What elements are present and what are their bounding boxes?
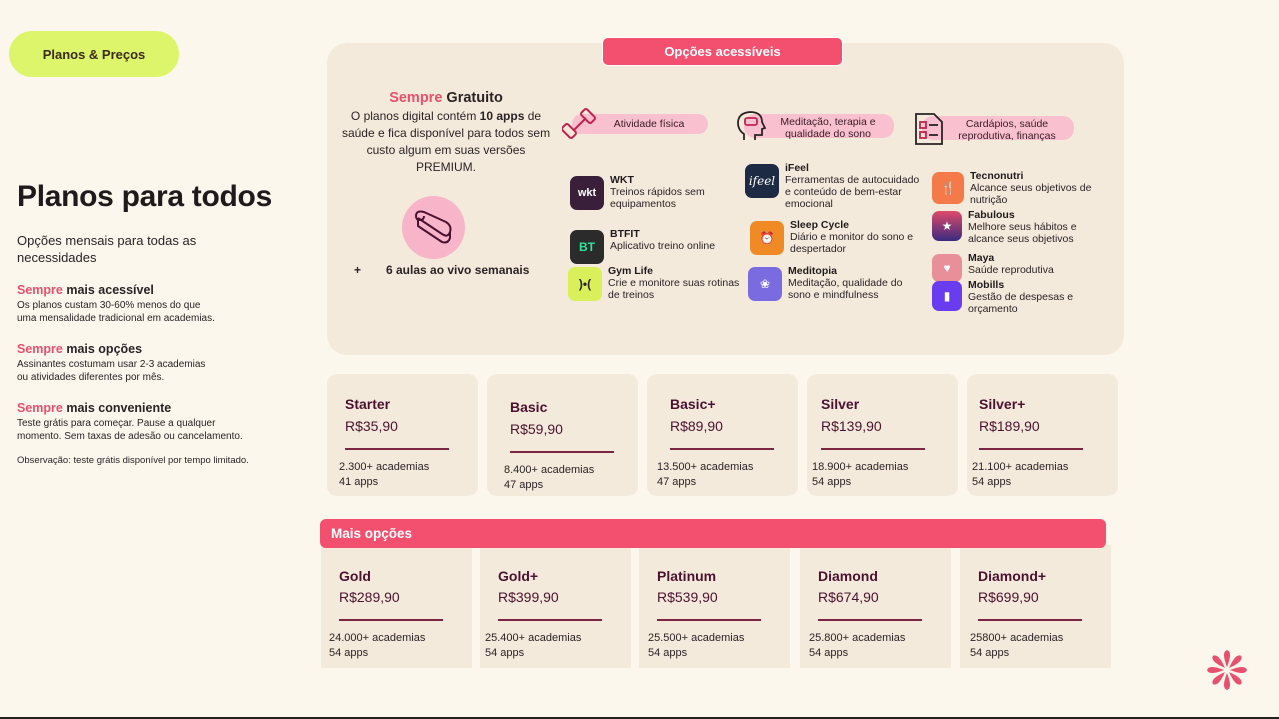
feature-heading bbox=[17, 283, 307, 297]
category-finance bbox=[912, 110, 1074, 146]
plan-card-diamond-plus[interactable] bbox=[960, 545, 1111, 668]
plan-name: Silver+ bbox=[979, 396, 1026, 412]
app-description: Meditação, qualidade do sono e mindfulness bbox=[788, 277, 903, 301]
plus-sign: + bbox=[354, 263, 362, 277]
app-btfit bbox=[570, 228, 740, 264]
app-name: Mobills bbox=[968, 279, 1005, 291]
plan-divider bbox=[979, 448, 1083, 450]
plan-divider bbox=[978, 619, 1082, 621]
plan-gyms: 2.300+ academias bbox=[339, 461, 430, 473]
sleep-cycle-logo-icon: ⏰ bbox=[750, 221, 784, 255]
feature-options bbox=[17, 342, 307, 384]
free-plan-description bbox=[340, 108, 552, 176]
feature-text-line: ou atividades diferentes por mês. bbox=[17, 372, 165, 383]
plan-divider bbox=[345, 448, 449, 450]
plan-card-silver[interactable] bbox=[807, 374, 958, 496]
plan-price: R$399,90 bbox=[498, 589, 559, 605]
plan-name: Platinum bbox=[657, 568, 717, 584]
app-name: Sleep Cycle bbox=[790, 219, 849, 231]
plan-divider bbox=[510, 451, 614, 453]
app-name: WKT bbox=[610, 174, 634, 186]
checklist-icon bbox=[912, 110, 948, 146]
feature-heading-rest: mais acessível bbox=[62, 283, 154, 297]
feature-text-line: Os planos custam 30-60% menos do que bbox=[17, 300, 201, 311]
plan-gyms: 18.900+ academias bbox=[812, 461, 909, 473]
plan-price: R$289,90 bbox=[339, 589, 400, 605]
yoga-mat-icon bbox=[402, 196, 465, 259]
feature-text-line: Assinantes costumam usar 2-3 academias bbox=[17, 359, 206, 370]
plan-name: Gold bbox=[339, 568, 371, 584]
mobills-logo-icon: ▮ bbox=[932, 281, 962, 311]
plan-name: Basic+ bbox=[670, 396, 716, 412]
app-name: Tecnonutri bbox=[970, 170, 1024, 182]
gym-life-logo-icon: )•( bbox=[568, 267, 602, 301]
plan-apps: 54 apps bbox=[812, 476, 852, 488]
plan-name: Diamond bbox=[818, 568, 878, 584]
feature-highlight: Sempre bbox=[17, 283, 63, 297]
free-plan-title-rest: Gratuito bbox=[442, 90, 503, 106]
app-sleep-cycle bbox=[750, 219, 925, 255]
plan-price: R$35,90 bbox=[345, 418, 398, 434]
plan-divider bbox=[821, 448, 925, 450]
category-label: Atividade física bbox=[572, 114, 708, 134]
left-column bbox=[17, 180, 307, 466]
app-name: Gym Life bbox=[608, 265, 653, 277]
feature-heading-rest: mais opções bbox=[62, 342, 143, 356]
plan-apps: 41 apps bbox=[339, 476, 379, 488]
plan-apps: 54 apps bbox=[809, 647, 849, 659]
free-desc-part: O planos digital contém bbox=[350, 109, 480, 123]
dumbbell-icon bbox=[562, 106, 598, 142]
plan-name: Starter bbox=[345, 396, 391, 412]
plan-price: R$674,90 bbox=[818, 589, 879, 605]
btfit-logo-icon: BT bbox=[570, 230, 604, 264]
category-label: Cardápios, saúde reprodutiva, finanças bbox=[922, 116, 1074, 140]
plan-name: Silver bbox=[821, 396, 860, 412]
feature-convenient bbox=[17, 401, 307, 443]
app-description: Diário e monitor do sono e despertador bbox=[790, 231, 914, 255]
plan-price: R$139,90 bbox=[821, 418, 882, 434]
app-ifeel bbox=[745, 162, 923, 210]
plan-divider bbox=[339, 619, 443, 621]
plan-apps: 54 apps bbox=[648, 647, 688, 659]
app-name: Meditopia bbox=[788, 265, 837, 277]
feature-highlight: Sempre bbox=[17, 401, 63, 415]
feature-text bbox=[17, 358, 307, 384]
plan-card-silver-plus[interactable] bbox=[967, 374, 1118, 496]
app-fabulous bbox=[932, 209, 1112, 245]
feature-heading bbox=[17, 401, 307, 415]
app-meditopia bbox=[748, 265, 926, 301]
tecnonutri-logo-icon: 🍴 bbox=[932, 172, 964, 204]
app-maya bbox=[932, 252, 1112, 282]
more-options-banner: Mais opções bbox=[320, 519, 1106, 548]
app-wkt bbox=[570, 174, 740, 210]
plan-divider bbox=[818, 619, 922, 621]
ifeel-logo-icon: ifeel bbox=[745, 164, 779, 198]
app-description: Crie e monitore suas rotinas de treinos bbox=[608, 277, 740, 301]
page-title: Planos para todos bbox=[17, 180, 272, 213]
plan-price: R$539,90 bbox=[657, 589, 718, 605]
plan-divider bbox=[670, 448, 774, 450]
app-description: Aplicativo treino online bbox=[610, 240, 716, 252]
section-tag: Planos & Preços bbox=[9, 31, 179, 77]
plan-gyms: 13.500+ academias bbox=[657, 461, 754, 473]
trial-note: Observação: teste grátis disponível por tempo limitado. bbox=[17, 455, 249, 466]
app-description: Treinos rápidos sem equipamentos bbox=[610, 186, 705, 210]
maya-logo-icon: ♥ bbox=[932, 254, 962, 282]
plan-apps: 47 apps bbox=[504, 479, 544, 491]
free-plan-highlight: Sempre bbox=[389, 90, 443, 106]
app-name: iFeel bbox=[785, 162, 809, 174]
plan-name: Gold+ bbox=[498, 568, 539, 584]
plan-price: R$699,90 bbox=[978, 589, 1039, 605]
feature-heading-rest: mais conveniente bbox=[62, 401, 172, 415]
plan-apps: 47 apps bbox=[657, 476, 697, 488]
wkt-logo-icon: wkt bbox=[570, 176, 604, 210]
category-mind bbox=[734, 108, 894, 144]
app-name: BTFIT bbox=[610, 228, 640, 240]
brand-flower-logo bbox=[1206, 649, 1248, 691]
plan-name: Diamond+ bbox=[978, 568, 1047, 584]
app-tecnonutri bbox=[932, 170, 1112, 206]
plan-card-gold-plus[interactable] bbox=[480, 545, 631, 668]
app-name: Maya bbox=[968, 252, 995, 264]
head-mind-icon bbox=[734, 108, 770, 144]
plan-card-basic-plus[interactable] bbox=[647, 374, 798, 496]
plan-gyms: 25.400+ academias bbox=[485, 632, 582, 644]
app-name: Fabulous bbox=[968, 209, 1015, 221]
app-gym-life bbox=[568, 265, 740, 301]
feature-text-line: momento. Sem taxas de adesão ou cancelamento. bbox=[17, 431, 243, 442]
plan-price: R$189,90 bbox=[979, 418, 1040, 434]
feature-heading bbox=[17, 342, 307, 356]
feature-highlight: Sempre bbox=[17, 342, 63, 356]
category-label: Meditação, terapia e qualidade do sono bbox=[744, 114, 894, 138]
affordable-options-banner: Opções acessíveis bbox=[602, 37, 843, 66]
meditopia-logo-icon: ❀ bbox=[748, 267, 782, 301]
app-mobills bbox=[932, 279, 1112, 315]
app-description: Ferramentas de autocuidado e conteúdo de bem-estar emocional bbox=[785, 174, 920, 210]
plan-card-diamond[interactable] bbox=[800, 545, 951, 668]
plan-gyms: 24.000+ academias bbox=[329, 632, 426, 644]
plan-gyms: 25.500+ academias bbox=[648, 632, 745, 644]
plan-gyms: 25800+ academias bbox=[970, 632, 1064, 644]
free-plan-title bbox=[340, 90, 552, 106]
plan-name: Basic bbox=[510, 399, 548, 415]
app-description: Alcance seus objetivos de nutrição bbox=[970, 182, 1092, 206]
plan-apps: 54 apps bbox=[972, 476, 1012, 488]
app-description: Gestão de despesas e orçamento bbox=[968, 291, 1074, 315]
free-plan-block bbox=[340, 90, 552, 176]
free-desc-part: de saúde e fica disponível para todos sem custo algum em suas versões PREMIUM. bbox=[341, 109, 551, 174]
plan-price: R$59,90 bbox=[510, 421, 563, 437]
plan-card-platinum[interactable] bbox=[639, 545, 790, 668]
plan-divider bbox=[657, 619, 761, 621]
free-desc-bold: 10 apps bbox=[479, 109, 525, 123]
live-classes-text: 6 aulas ao vivo semanais bbox=[386, 263, 530, 277]
feature-text bbox=[17, 299, 307, 325]
plan-card-starter[interactable] bbox=[327, 374, 478, 496]
plan-gyms: 25.800+ academias bbox=[809, 632, 906, 644]
plan-apps: 54 apps bbox=[485, 647, 525, 659]
plan-card-gold[interactable] bbox=[321, 545, 472, 668]
app-description: Melhore seus hábitos e alcance seus objetivos bbox=[968, 221, 1077, 245]
app-description: Saúde reprodutiva bbox=[968, 264, 1054, 276]
category-physical bbox=[562, 106, 708, 142]
feature-text-line: Teste grátis para começar. Pause a qualquer bbox=[17, 418, 216, 429]
fabulous-logo-icon: ★ bbox=[932, 211, 962, 241]
plan-apps: 54 apps bbox=[329, 647, 369, 659]
feature-affordable bbox=[17, 283, 307, 325]
page-subtitle: Opções mensais para todas as necessidades bbox=[17, 233, 197, 265]
plan-gyms: 8.400+ academias bbox=[504, 464, 595, 476]
plan-divider bbox=[498, 619, 602, 621]
plan-price: R$89,90 bbox=[670, 418, 723, 434]
plan-gyms: 21.100+ academias bbox=[972, 461, 1069, 473]
plan-card-basic[interactable] bbox=[487, 374, 638, 496]
plan-apps: 54 apps bbox=[970, 647, 1010, 659]
feature-text bbox=[17, 417, 307, 443]
feature-text-line: uma mensalidade tradicional em academias. bbox=[17, 313, 215, 324]
